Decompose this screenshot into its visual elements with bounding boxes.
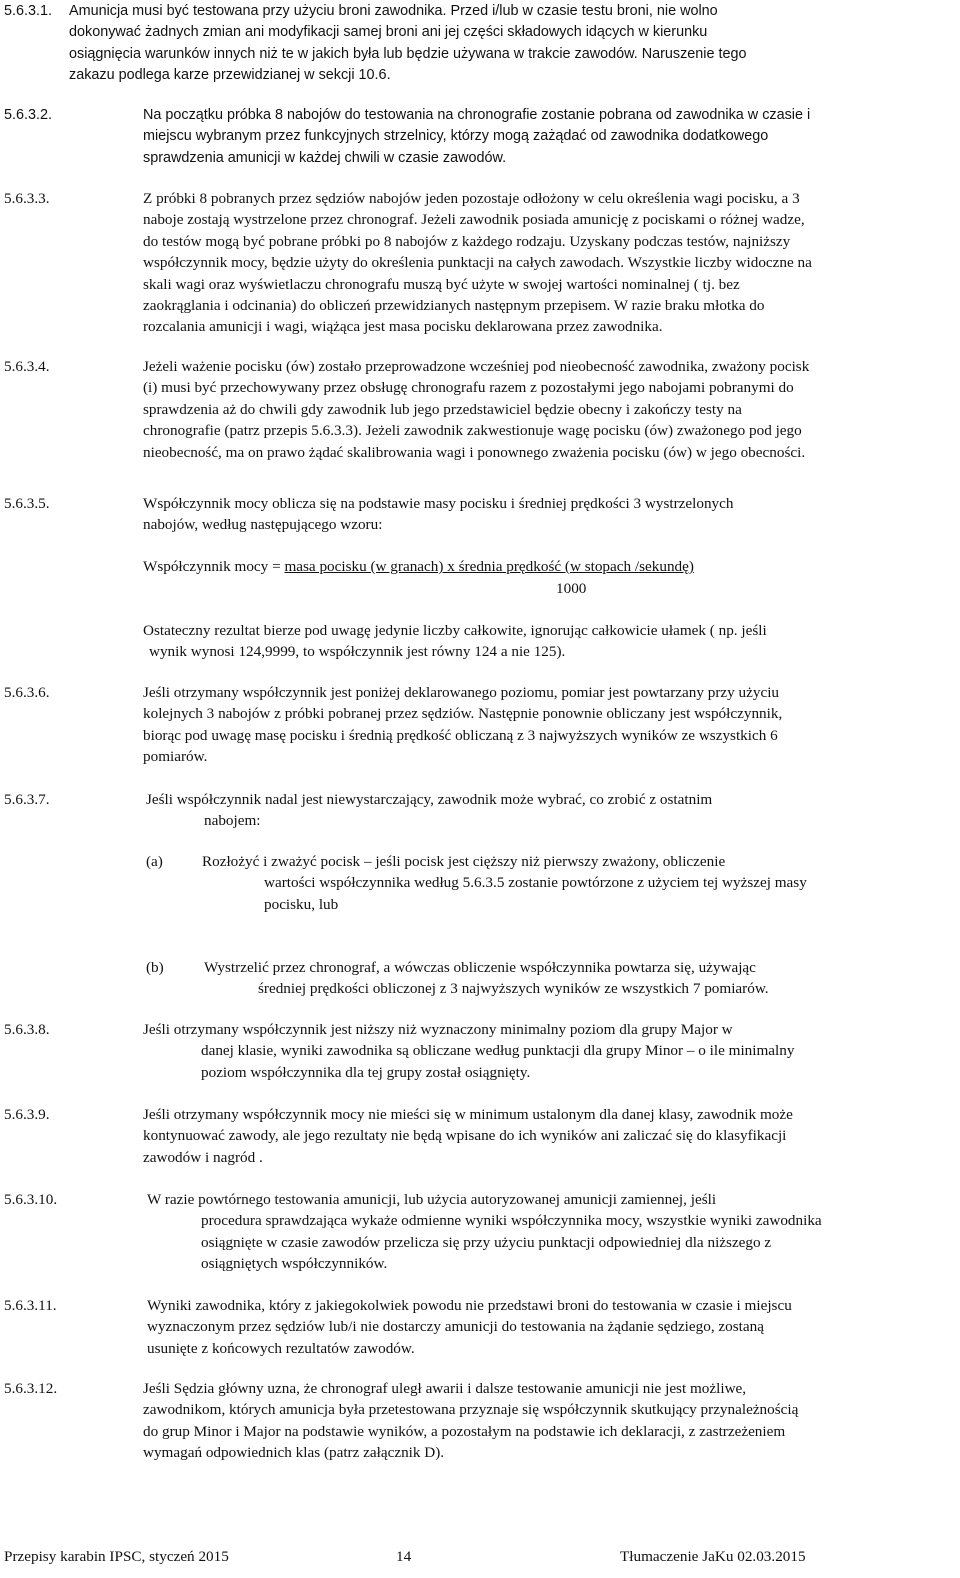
formula-note-text: [143, 620, 951, 663]
text-line: zaokrąglania i odcinania) do obliczeń przewidzianych następnym przepisem. W razie braku młotka do: [143, 297, 765, 315]
text-line: średniej prędkości obliczonej z 3 najwyższych wyników ze wszystkich 7 pomiarów.: [258, 980, 769, 998]
paragraph-number: 5.6.3.2.: [4, 107, 53, 123]
text-line: do testów mogą być pobrane próbki po 8 nabojów z każdego rodzaju. Uzyskany podczas testów, najniższy: [143, 232, 791, 250]
text-line: wymagań odpowiednich klas (patrz załącznik D).: [143, 1444, 445, 1462]
paragraph-5-6-3-7: [0, 789, 955, 833]
text-line: (i) musi być przechowywany przez obsługę chronografu razem z pozostałymi jego nabojami pobranymi do: [143, 379, 794, 397]
paragraph-text: [146, 789, 951, 832]
paragraph-number: 5.6.3.3.: [4, 190, 50, 207]
text-line: W razie powtórnego testowania amunicji, lub użycia autoryzowanej amunicji zamiennej, jeśli: [147, 1191, 717, 1208]
paragraph-text: [143, 1104, 951, 1168]
text-line: Jeśli otrzymany współczynnik mocy nie mieści się w minimum ustalonym dla danej klasy, zawodnik może: [143, 1106, 793, 1123]
option-b-label: (b): [146, 959, 164, 976]
text-line: chronografie (patrz przepis 5.6.3.3). Jeżeli zawodnik zakwestionuje wagę pocisku (ów) zważonego pod jego: [143, 422, 802, 440]
paragraph-number: 5.6.3.7.: [4, 791, 50, 808]
text-line: kontynuować zawody, ale jego rezultaty nie będą wpisane do ich wyników ani zaliczać się do klasyfikacji: [143, 1127, 787, 1145]
text-line: wynik wynosi 124,9999, to współczynnik jest równy 124 a nie 125).: [149, 643, 566, 661]
paragraph-5-6-3-11: [0, 1295, 955, 1359]
paragraph-5-6-3-8: [0, 1019, 955, 1083]
text-line: Ostateczny rezultat bierze pod uwagę jedynie liczby całkowite, ignorując całkowicie ułamek ( np. jeśli: [143, 622, 767, 639]
paragraph-5-6-3-9: [0, 1104, 955, 1168]
paragraph-number: 5.6.3.9.: [4, 1106, 50, 1123]
text-line: wartości współczynnika według 5.6.3.5 zostanie powtórzone z użyciem tej wyższej masy: [264, 874, 807, 892]
paragraph-5-6-3-10: [0, 1189, 955, 1275]
option-a-label: (a): [146, 853, 163, 870]
text-line: Wystrzelić przez chronograf, a wówczas obliczenie współczynnika powtarza się, używając: [204, 959, 756, 976]
option-b: [0, 957, 955, 1001]
text-line: Jeśli otrzymany współczynnik jest niższy niż wyznaczony minimalny poziom dla grupy Major w: [143, 1021, 733, 1038]
paragraph-text: [147, 1295, 951, 1359]
text-line: procedura sprawdzająca wykaże odmienne wyniki współczynnika mocy, wszystkie wyniki zawodnika: [201, 1212, 822, 1230]
text-line: zawodnikom, których amunicja była przetestowana przyznaje się współczynnik skutkujący przynależnością: [143, 1401, 799, 1419]
text-line: poziom współczynnika dla tej grupy został osiągnięty.: [201, 1063, 531, 1081]
text-line: kolejnych 3 nabojów z próbki pobranej przez sędziów. Następnie ponownie obliczany jest współczynnik,: [143, 705, 783, 723]
text-line: naboje zostają wystrzelone przez chronograf. Jeżeli zawodnik posiada amunicję z pociskami o różnej wadze,: [143, 211, 805, 229]
paragraph-number: 5.6.3.8.: [4, 1021, 50, 1038]
text-line: sprawdzenia aż do chwili gdy zawodnik lub jego przedstawiciel będzie obecny i zakończy testy na: [143, 400, 742, 418]
paragraph-text: [143, 356, 951, 463]
text-line: biorąc pod uwagę masę pocisku i średnią prędkość obliczaną z 3 najwyższych wyników ze wszystkich 6: [143, 726, 778, 744]
text-line: Z próbki 8 pobranych przez sędziów nabojów jeden pozostaje odłożony w celu określenia wagi pocisku, a 3: [143, 190, 800, 207]
text-line: zawodów i nagród .: [143, 1148, 263, 1166]
text-line: Jeśli Sędzia główny uzna, że chronograf uległ awarii i dalsze testowanie amunicji nie jest możliwe,: [143, 1380, 747, 1397]
paragraph-5-6-3-2: [0, 105, 955, 169]
text-line: wyznaczonym przez sędziów lub/i nie dostarczy amunicji do testowania na żądanie sędziego, zostaną: [147, 1318, 764, 1336]
text-line: sprawdzenia amunicji w każdej chwili w czasie zawodów.: [143, 149, 507, 166]
paragraph-text: [143, 1019, 951, 1083]
paragraph-text: [143, 188, 951, 338]
text-line: rozcalania amunicji i wagi, wiążąca jest masa pocisku deklarowana przez zawodnika.: [143, 318, 663, 336]
formula-denominator: 1000: [556, 580, 587, 597]
option-a-text: [202, 851, 807, 915]
paragraph-number: 5.6.3.1.: [4, 3, 53, 19]
text-line: Jeśli otrzymany współczynnik jest poniżej deklarowanego poziomu, pomiar jest powtarzany przy użyciu: [143, 684, 780, 701]
page-footer: [0, 1546, 960, 1568]
paragraph-number: 5.6.3.11.: [4, 1297, 57, 1314]
paragraph-text: [143, 682, 951, 768]
paragraph-text: [143, 493, 951, 536]
paragraph-5-6-3-12: [0, 1378, 955, 1464]
text-line: pocisku, lub: [264, 895, 339, 913]
text-line: skali wagi oraz wyświetlaczu chronografu muszą być użyte w swojej wartości nominalnej ( tj. bez: [143, 275, 740, 293]
text-line: danej klasie, wyniki zawodnika są obliczane według punktacji dla grupy Minor – o ile minimalny: [201, 1042, 795, 1060]
text-line: Na początku próbka 8 nabojów do testowania na chronografie zostanie pobrana od zawodnika w czasie i: [143, 107, 811, 123]
text-line: Jeżeli ważenie pocisku (ów) zostało przeprowadzone wcześniej pod nieobecność zawodnika, zważony pocisk: [143, 358, 810, 375]
text-line: usunięte z końcowych rezultatów zawodów.: [147, 1339, 415, 1357]
paragraph-text: [147, 1189, 951, 1275]
footer-document-title: Przepisy karabin IPSC, styczeń 2015: [4, 1548, 229, 1565]
text-line: do grup Minor i Major na podstawie wyników, a pozostałym na podstawie ich deklaracji, z zastrzeżeniem: [143, 1422, 786, 1440]
text-line: pomiarów.: [143, 748, 208, 766]
text-line: osiągnięcia warunków innych niż te w jakich była lub będzie używana w trakcie zawodów. Naruszenie tego: [69, 45, 747, 62]
formula-prefix: Współczynnik mocy =: [143, 558, 285, 575]
text-line: miejscu wybranym przez funkcyjnych strzelnicy, którzy mogą zażądać od zawodnika dodatkowego: [143, 128, 769, 145]
paragraph-number: 5.6.3.5.: [4, 495, 50, 512]
paragraph-5-6-3-4: [0, 356, 955, 464]
paragraph-number: 5.6.3.4.: [4, 358, 50, 375]
paragraph-5-6-3-5: [0, 493, 955, 537]
text-line: nabojem:: [204, 812, 261, 830]
paragraph-number: 5.6.3.6.: [4, 684, 50, 701]
text-line: dokonywać żadnych zmian ani modyfikacji samej broni ani jej części składowych idących w kierunku: [69, 24, 708, 41]
text-line: zakazu podlega karze przewidzianej w sekcji 10.6.: [69, 67, 391, 84]
paragraph-text: [143, 105, 951, 169]
text-line: Współczynnik mocy oblicza się na podstawie masy pocisku i średniej prędkości 3 wystrzelonych: [143, 495, 734, 512]
text-line: osiągniętych współczynników.: [201, 1255, 388, 1273]
formula-numerator: masa pocisku (w granach) x średnia prędkość (w stopach /sekundę): [284, 558, 694, 575]
text-line: Rozłożyć i zważyć pocisk – jeśli pocisk jest cięższy niż pierwszy zważony, obliczenie: [202, 853, 726, 870]
option-b-text: [204, 957, 769, 1000]
paragraph-text: [143, 1378, 951, 1464]
paragraph-text: [69, 1, 951, 87]
footer-translation-note: Tłumaczenie JaKu 02.03.2015: [620, 1548, 806, 1565]
paragraph-5-6-3-1: [0, 1, 955, 87]
text-line: nabojów, według następującego wzoru:: [143, 516, 383, 534]
text-line: nieobecność, ma on prawo żądać skalibrowania wagi i ponownego zważenia pocisku (ów) w jego obecności.: [143, 443, 806, 461]
formula-note: [0, 620, 955, 664]
option-a: [0, 851, 955, 915]
footer-page-number: 14: [396, 1548, 412, 1565]
text-line: współczynnik mocy, będzie użyty do określenia punktacji na całych zawodach. Wszystkie liczby widoczne na: [143, 254, 812, 272]
power-factor-formula: [143, 556, 694, 577]
text-line: Amunicja musi być testowana przy użyciu broni zawodnika. Przed i/lub w czasie testu broni, nie wolno: [69, 3, 718, 19]
text-line: osiągnięte w czasie zawodów przelicza się przy użyciu punktacji odpowiedniej dla niższego z: [201, 1233, 772, 1251]
paragraph-5-6-3-6: [0, 682, 955, 768]
text-line: Wyniki zawodnika, który z jakiegokolwiek powodu nie przedstawi broni do testowania w czasie i miejscu: [147, 1297, 792, 1314]
paragraph-number: 5.6.3.10.: [4, 1191, 58, 1208]
text-line: Jeśli współczynnik nadal jest niewystarczający, zawodnik może wybrać, co zrobić z ostatnim: [146, 791, 713, 808]
paragraph-number: 5.6.3.12.: [4, 1380, 58, 1397]
paragraph-5-6-3-3: [0, 188, 955, 338]
